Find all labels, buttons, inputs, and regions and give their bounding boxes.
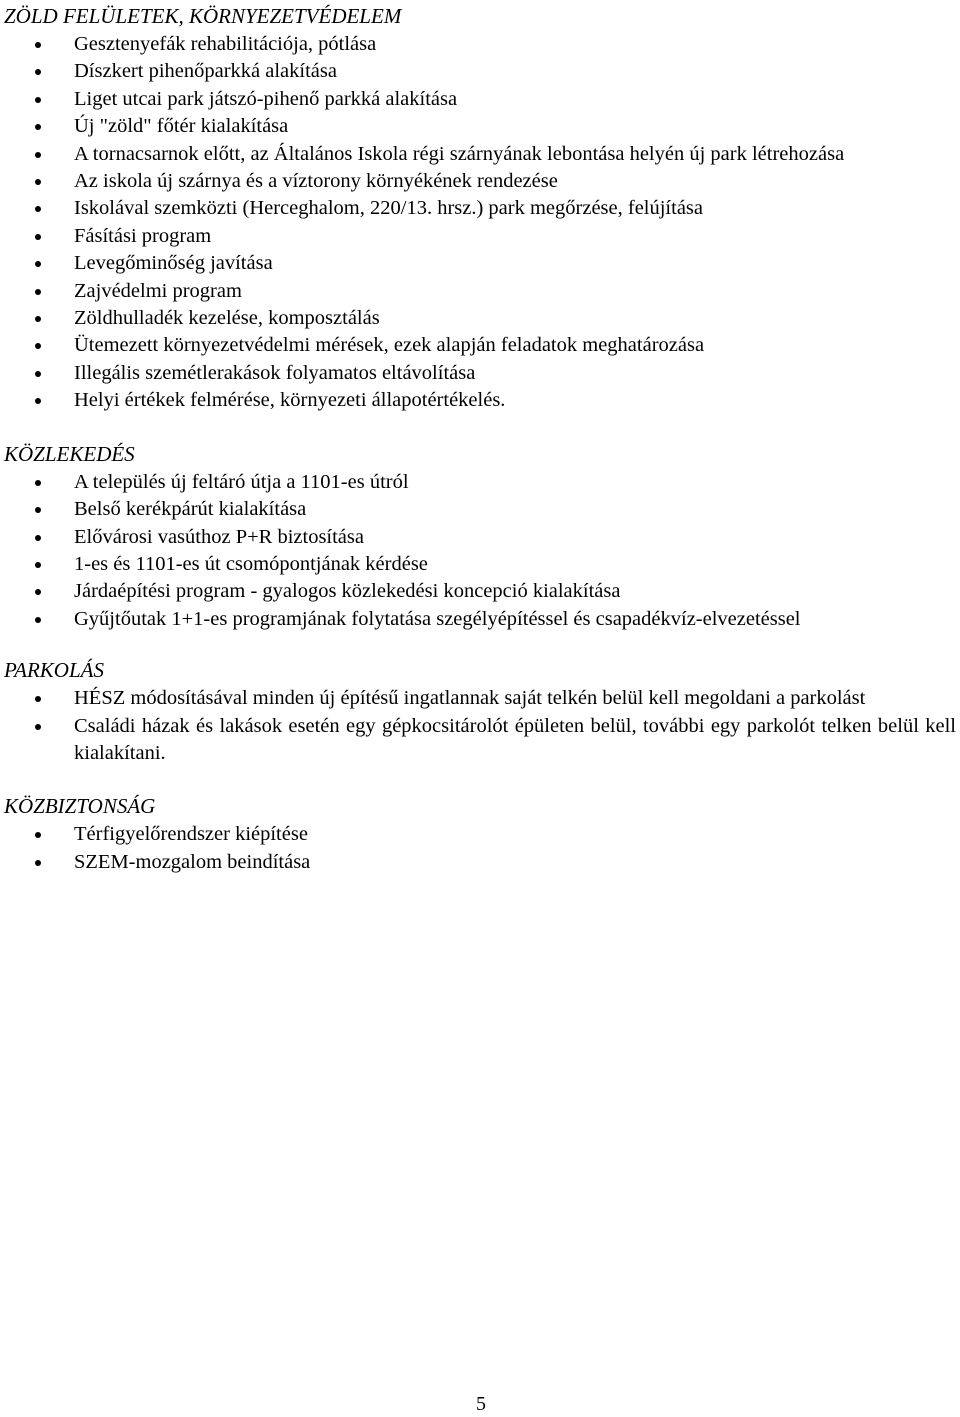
- bullet-icon: [35, 261, 41, 267]
- bullet-icon: [35, 589, 41, 595]
- list-item: A település új feltáró útja a 1101-es útról: [0, 469, 960, 496]
- bullet-icon: [35, 535, 41, 541]
- list-item: Belső kerékpárút kialakítása: [0, 496, 960, 523]
- list-item: Levegőminőség javítása: [0, 250, 960, 277]
- safety-list: [0, 821, 960, 876]
- bullet-icon: [35, 507, 41, 513]
- bullet-icon: [35, 343, 41, 349]
- bullet-icon: [35, 234, 41, 240]
- section-title-safety: KÖZBIZTONSÁG: [4, 794, 156, 819]
- bullet-icon: [35, 289, 41, 295]
- bullet-icon: [35, 152, 41, 158]
- list-item: Illegális szemétlerakások folyamatos eltávolítása: [0, 360, 960, 387]
- list-item: Az iskola új szárnya és a víztorony környékének rendezése: [0, 168, 960, 195]
- list-item: Liget utcai park játszó-pihenő parkká alakítása: [0, 86, 960, 113]
- document-page: [0, 1, 960, 876]
- bullet-icon: [35, 696, 41, 702]
- list-item: 1-es és 1101-es út csomópontjának kérdése: [0, 551, 960, 578]
- list-item: Helyi értékek felmérése, környezeti állapotértékelés.: [0, 387, 960, 414]
- list-item: Zajvédelmi program: [0, 278, 960, 305]
- list-item: Iskolával szemközti (Herceghalom, 220/13. hrsz.) park megőrzése, felújítása: [0, 195, 960, 222]
- section-title-parking: PARKOLÁS: [4, 658, 104, 683]
- list-item: Térfigyelőrendszer kiépítése: [0, 821, 960, 848]
- list-item: Ütemezett környezetvédelmi mérések, ezek alapján feladatok meghatározása: [0, 332, 960, 359]
- bullet-icon: [35, 124, 41, 130]
- green-list: [0, 31, 960, 415]
- bullet-icon: [35, 69, 41, 75]
- list-item: Zöldhulladék kezelése, komposztálás: [0, 305, 960, 332]
- bullet-icon: [35, 480, 41, 486]
- list-item: Fásítási program: [0, 223, 960, 250]
- list-item: Gesztenyefák rehabilitációja, pótlása: [0, 31, 960, 58]
- list-item: Családi házak és lakások esetén egy gépkocsitárolót épületen belül, további egy parkolót telken belül kell kialakítani.: [0, 713, 960, 768]
- bullet-icon: [35, 42, 41, 48]
- list-item: SZEM-mozgalom beindítása: [0, 849, 960, 876]
- bullet-icon: [35, 206, 41, 212]
- list-item: Elővárosi vasúthoz P+R biztosítása: [0, 524, 960, 551]
- bullet-icon: [35, 398, 41, 404]
- bullet-icon: [35, 179, 41, 185]
- list-item: Díszkert pihenőparkká alakítása: [0, 58, 960, 85]
- bullet-icon: [35, 724, 41, 730]
- list-item: Gyűjtőutak 1+1-es programjának folytatása szegélyépítéssel és csapadékvíz-elvezetéssel: [0, 606, 960, 633]
- bullet-icon: [35, 860, 41, 866]
- bullet-icon: [35, 316, 41, 322]
- parking-list: [0, 685, 960, 767]
- list-item: HÉSZ módosításával minden új építésű ingatlannak saját telkén belül kell megoldani a parkolást: [0, 685, 960, 712]
- page-number: 5: [476, 1393, 486, 1415]
- list-item: A tornacsarnok előtt, az Általános Iskola régi szárnyának lebontása helyén új park létrehozása: [0, 141, 960, 168]
- list-item: Járdaépítési program - gyalogos közlekedési koncepció kialakítása: [0, 578, 960, 605]
- bullet-icon: [35, 562, 41, 568]
- list-item: Új "zöld" főtér kialakítása: [0, 113, 960, 140]
- bullet-icon: [35, 97, 41, 103]
- bullet-icon: [35, 617, 41, 623]
- bullet-icon: [35, 371, 41, 377]
- section-title-green: ZÖLD FELÜLETEK, KÖRNYEZETVÉDELEM: [4, 4, 402, 28]
- section-title-transport: KÖZLEKEDÉS: [4, 441, 135, 466]
- transport-list: [0, 469, 960, 633]
- bullet-icon: [35, 832, 41, 838]
